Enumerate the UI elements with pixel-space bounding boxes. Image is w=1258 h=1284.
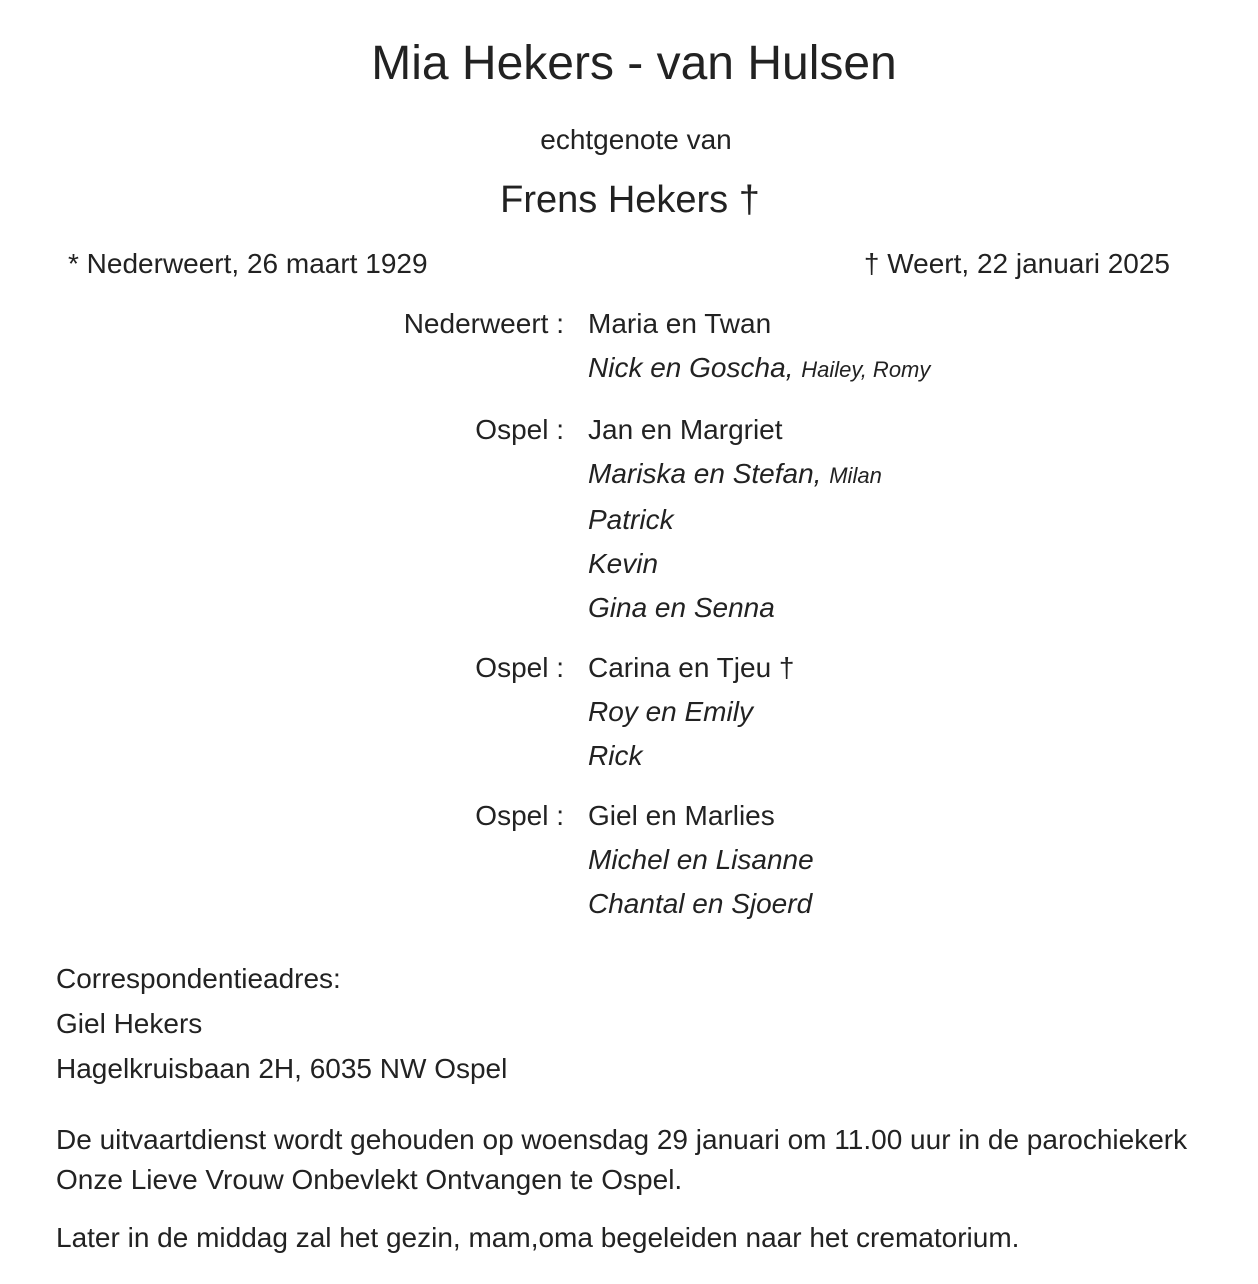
family-group [0,302,1258,392]
death-info: † Weert, 22 januari 2025 [863,248,1170,279]
birth-info: * Nederweert, 26 maart 1929 [68,248,428,279]
member-line [588,882,1258,926]
grandchild-name: Gina en Senna [588,592,775,623]
child-couple-name: Maria en Twan [588,308,772,339]
family-group [0,408,1258,630]
address-street: Hagelkruisbaan 2H, 6035 NW Ospel [56,1053,508,1084]
family-members [588,302,1258,392]
member-line [588,498,1258,542]
member-line [588,794,1258,838]
address-label: Correspondentieadres: [56,963,341,994]
member-line [588,586,1258,630]
address-name: Giel Hekers [56,1008,203,1039]
family-place: Ospel : [475,800,564,831]
grandchild-name: Patrick [588,504,674,535]
grandchild-name: Nick en Goscha, [588,352,794,383]
grandchild-name: Kevin [588,548,659,579]
member-line [588,646,1258,690]
deceased-name: Mia Hekers - van Hulsen [371,37,897,90]
grandchild-name: Roy en Emily [588,696,753,727]
relation-label: echtgenote van [540,124,732,155]
child-couple-name: Jan en Margriet [588,414,783,445]
correspondence-address [56,956,507,1091]
grandchild-name: Michel en Lisanne [588,844,814,875]
family-place: Ospel : [475,652,564,683]
family-list [0,302,1258,942]
member-line [588,408,1258,452]
grandchild-name: Rick [588,740,643,771]
family-members [588,646,1258,778]
member-line [588,542,1258,586]
crematorium-notice: Later in de middag zal het gezin, mam,oma begeleiden naar het crematorium. [56,1222,1020,1253]
grandchild-name: Mariska en Stefan, [588,458,822,489]
great-grandchildren-names: Milan [829,463,882,488]
member-line [588,346,1258,392]
child-couple-name: Carina en Tjeu † [588,652,795,683]
member-line [588,690,1258,734]
funeral-notice: De uitvaartdienst wordt gehouden op woensdag 29 januari om 11.00 uur in de parochiekerk Onze Lieve Vrouw Onbevlekt Ontvangen te Ospel. [56,1124,1188,1195]
family-members [588,408,1258,630]
family-members [588,794,1258,926]
great-grandchildren-names: Hailey, Romy [801,357,931,382]
member-line [588,734,1258,778]
spouse-name: Frens Hekers † [500,179,760,221]
family-group [0,794,1258,926]
family-place: Nederweert : [403,308,564,339]
family-group [0,646,1258,778]
member-line [588,452,1258,498]
grandchild-name: Chantal en Sjoerd [588,888,813,919]
family-place: Ospel : [475,414,564,445]
child-couple-name: Giel en Marlies [588,800,775,831]
member-line [588,838,1258,882]
member-line [588,302,1258,346]
